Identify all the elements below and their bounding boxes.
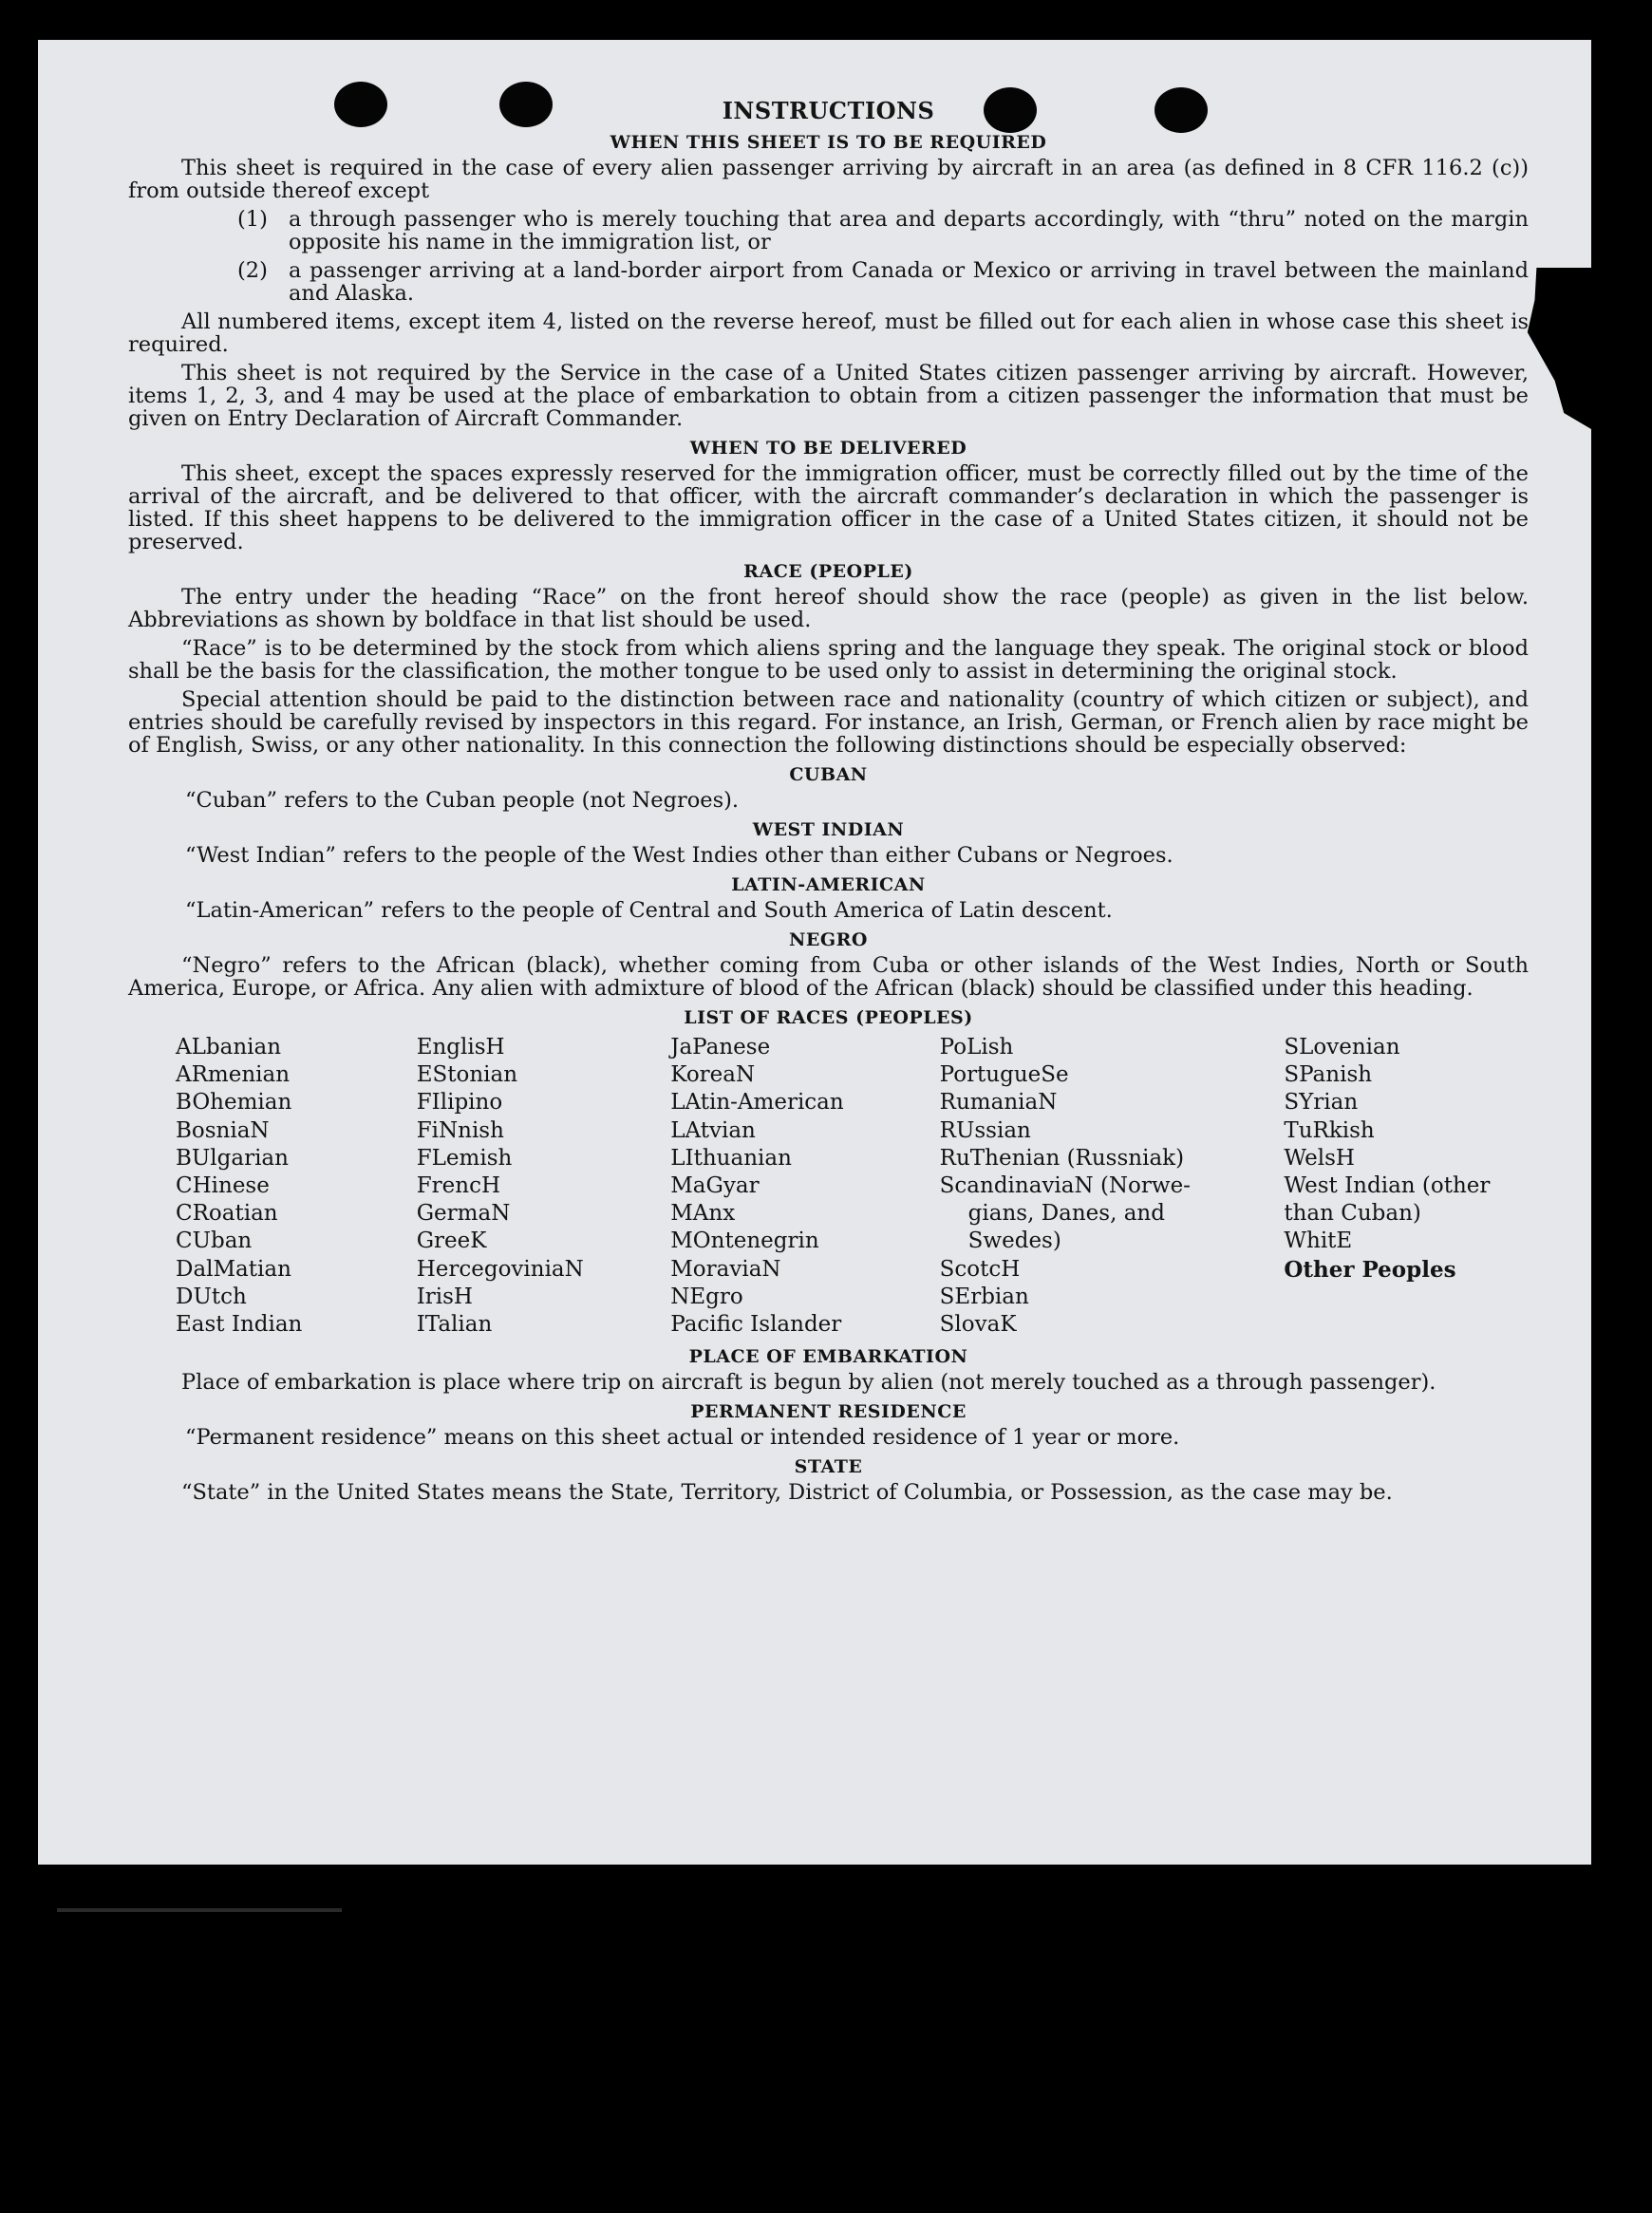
race-item: FLemish — [416, 1145, 513, 1171]
race-item: FIlipino — [416, 1090, 503, 1116]
list-item-2-number: (2) — [237, 258, 268, 283]
race-item: MoraviaN — [670, 1256, 781, 1282]
race-item: CHinese — [176, 1173, 270, 1199]
race-item: HercegoviniaN — [416, 1256, 584, 1282]
race-item: WhitE — [1284, 1228, 1353, 1254]
race-item: SYrian — [1284, 1090, 1359, 1116]
race-item: ScotcH — [939, 1256, 1021, 1282]
race-item: ALbanian — [176, 1035, 282, 1060]
race-column-3 — [670, 1034, 939, 1339]
race-item: NEgro — [670, 1284, 743, 1309]
race-item: FrencH — [416, 1173, 501, 1199]
heading-when-delivered: WHEN TO BE DELIVERED — [689, 438, 967, 459]
paragraph-race-1: The entry under the heading “Race” on the front hereof should show the race (people) as given in the list below. Abbreviations as shown by boldface in that list should be used. — [128, 585, 1529, 632]
document-content — [128, 97, 1529, 1510]
race-item: CUban — [176, 1228, 253, 1254]
heading-state: STATE — [794, 1456, 863, 1478]
race-item: LAtvian — [670, 1117, 756, 1143]
race-item: East Indian — [176, 1312, 303, 1338]
paragraph-latin-american: “Latin-American” refers to the people of Central and South America of Latin descent. — [185, 898, 1113, 923]
race-item: Pacific Islander — [670, 1312, 842, 1338]
race-item: Swedes) — [967, 1228, 1061, 1254]
race-item: gians, Danes, and — [967, 1201, 1165, 1227]
race-item: LIthuanian — [670, 1145, 792, 1171]
paragraph-when-required-intro: This sheet is required in the case of every alien passenger arriving by aircraft in an area (as defined in 8 CFR 116.2 (c)) from outside thereof except — [128, 156, 1529, 203]
heading-latin-american: LATIN-AMERICAN — [731, 874, 926, 895]
race-item: ScandinaviaN (Norwe- — [939, 1173, 1191, 1199]
race-item: DUtch — [176, 1284, 247, 1309]
list-item-2 — [128, 259, 1529, 305]
heading-cuban: CUBAN — [789, 764, 868, 785]
race-item: ITalian — [416, 1312, 493, 1338]
race-item: BosniaN — [176, 1117, 270, 1143]
race-item: FiNnish — [416, 1117, 504, 1143]
race-item: WelsH — [1284, 1145, 1355, 1171]
race-item: TuRkish — [1284, 1117, 1375, 1143]
paragraph-negro: “Negro” refers to the African (black), whether coming from Cuba or other islands of the West Indies, North or South America, Europe, or Africa. Any alien with admixture of blood of the African (black) should be classified under this heading. — [128, 953, 1529, 1001]
race-column-5 — [1284, 1034, 1529, 1339]
document-sheet — [38, 40, 1591, 1865]
race-item: SlovaK — [939, 1312, 1017, 1338]
paragraph-citizen-passenger: This sheet is not required by the Service in the case of a United States citizen passenger arriving by aircraft. However, items 1, 2, 3, and 4 may be used at the place of embarkation to obtain from a citizen passenger the information that must be given on Entry Declaration of Aircraft Commander. — [128, 361, 1529, 431]
race-item: IrisH — [416, 1284, 473, 1309]
paragraph-west-indian: “West Indian” refers to the people of the West Indies other than either Cubans or Negroes. — [185, 843, 1173, 868]
race-item: BUlgarian — [176, 1145, 289, 1171]
list-item-1-number: (1) — [237, 207, 268, 232]
paragraph-numbered-items: All numbered items, except item 4, listed on the reverse hereof, must be filled out for each alien in whose case this sheet is required. — [128, 309, 1529, 357]
list-item-2-text: a passenger arriving at a land-border airport from Canada or Mexico or arriving in travel between the mainland and Alaska. — [289, 258, 1529, 306]
heading-negro: NEGRO — [789, 929, 868, 950]
paragraph-when-delivered: This sheet, except the spaces expressly reserved for the immigration officer, must be correctly filled out by the time of the arrival of the aircraft, and be delivered to that officer, with the aircraft commander’s declaration in which the passenger is listed. If this sheet happens to be delivered to the immigration officer in the case of a United States citizen, it should not be preserved. — [128, 461, 1529, 554]
race-item: JaPanese — [670, 1035, 771, 1060]
race-item: ARmenian — [176, 1062, 291, 1088]
race-item: GermaN — [416, 1201, 511, 1227]
race-item: SLovenian — [1284, 1035, 1400, 1060]
race-item: RumaniaN — [939, 1090, 1058, 1116]
race-column-1 — [176, 1034, 417, 1339]
list-item-1-text: a through passenger who is merely touching that area and departs accordingly, with “thru” noted on the margin opposite his name in the immigration list, or — [289, 207, 1529, 254]
paragraph-race-2: “Race” is to be determined by the stock from which aliens spring and the language they speak. The original stock or blood shall be the basis for the classification, the mother tongue to be used only to assist in determining the original stock. — [128, 636, 1529, 684]
list-item-1 — [128, 208, 1529, 253]
race-column-2 — [417, 1034, 671, 1339]
race-item: West Indian (other — [1284, 1173, 1491, 1199]
race-item: PoLish — [939, 1035, 1014, 1060]
race-column-4 — [940, 1034, 1285, 1339]
race-item: KoreaN — [670, 1062, 756, 1088]
paragraph-permanent-residence: “Permanent residence” means on this sheet actual or intended residence of 1 year or more. — [185, 1425, 1180, 1451]
race-item: Other Peoples — [1284, 1256, 1456, 1283]
race-item: LAtin-American — [670, 1090, 844, 1116]
race-item: DalMatian — [176, 1256, 291, 1282]
page-title: INSTRUCTIONS — [722, 97, 935, 124]
heading-race: RACE (PEOPLE) — [743, 561, 913, 582]
race-item: RUssian — [939, 1117, 1031, 1143]
race-item: than Cuban) — [1284, 1201, 1421, 1227]
race-item: EStonian — [416, 1062, 518, 1088]
race-item: CRoatian — [176, 1201, 278, 1227]
race-item: GreeK — [416, 1228, 487, 1254]
paragraph-state: “State” in the United States means the State, Territory, District of Columbia, or Possession, as the case may be. — [181, 1480, 1393, 1506]
race-item: SPanish — [1284, 1062, 1373, 1088]
heading-west-indian: WEST INDIAN — [752, 819, 905, 840]
race-item: PortugueSe — [939, 1062, 1069, 1088]
race-item: EnglisH — [416, 1035, 505, 1060]
paragraph-race-3: Special attention should be paid to the distinction between race and nationality (country of which citizen or subject), and entries should be carefully revised by inspectors in this regard. For instance, an Irish, German, or French alien by race might be of English, Swiss, or any other nationality. In this connection the following distinctions should be especially observed: — [128, 687, 1529, 758]
race-item: SErbian — [939, 1284, 1029, 1309]
scan-artifact-line — [57, 1908, 342, 1912]
race-item: MOntenegrin — [670, 1228, 819, 1254]
race-item: MaGyar — [670, 1173, 760, 1199]
heading-embarkation: PLACE OF EMBARKATION — [688, 1346, 968, 1368]
paragraph-embarkation: Place of embarkation is place where trip on aircraft is begun by alien (not merely touched as a through passenger). — [181, 1370, 1436, 1396]
paragraph-cuban: “Cuban” refers to the Cuban people (not Negroes). — [185, 788, 740, 813]
race-item: BOhemian — [176, 1090, 292, 1116]
heading-permanent-residence: PERMANENT RESIDENCE — [690, 1401, 967, 1423]
race-list — [128, 1034, 1529, 1339]
race-item: RuThenian (Russniak) — [939, 1145, 1185, 1171]
heading-list-of-races: LIST OF RACES (PEOPLES) — [684, 1007, 973, 1028]
heading-when-required: WHEN THIS SHEET IS TO BE REQUIRED — [610, 132, 1047, 153]
race-item: MAnx — [670, 1201, 736, 1227]
